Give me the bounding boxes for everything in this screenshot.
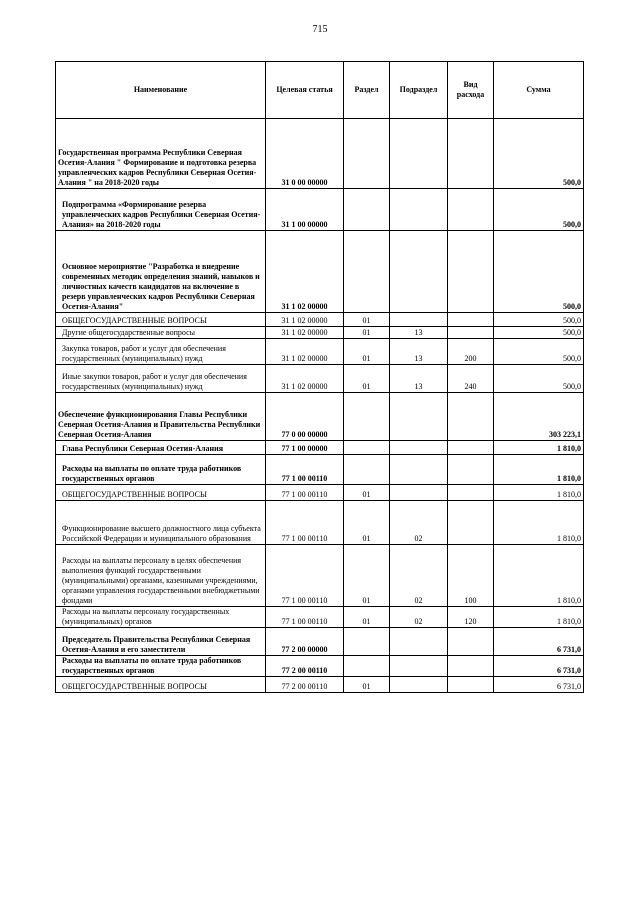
- header-name: Наименование: [56, 62, 266, 119]
- cell-target: 77 0 00 00000: [266, 393, 344, 441]
- cell-section: 01: [344, 313, 390, 327]
- cell-name: Расходы на выплаты персоналу государственных (муниципальных) органов: [56, 607, 266, 628]
- cell-name: Основное мероприятие "Разработка и внедрение современных методик определения знаний, навыков и личностных качеств кандидатов на включение в резерв управленческих кадров Республики Северная Осетия-Алания": [56, 231, 266, 313]
- header-subsection: Подраздел: [390, 62, 448, 119]
- cell-target: 31 1 02 00000: [266, 313, 344, 327]
- table-body: [56, 119, 584, 693]
- cell-subsection: [390, 313, 448, 327]
- cell-subsection: [390, 628, 448, 656]
- cell-sum: 500,0: [494, 327, 584, 339]
- cell-sum: 500,0: [494, 313, 584, 327]
- cell-section: [344, 119, 390, 189]
- table-row: [56, 628, 584, 656]
- cell-subsection: 13: [390, 365, 448, 393]
- cell-target: 77 2 00 00000: [266, 628, 344, 656]
- cell-target: 77 1 00 00110: [266, 455, 344, 485]
- cell-kind: [448, 313, 494, 327]
- cell-subsection: 02: [390, 545, 448, 607]
- cell-subsection: [390, 231, 448, 313]
- cell-subsection: [390, 677, 448, 693]
- cell-subsection: 02: [390, 607, 448, 628]
- cell-name: Расходы на выплаты персоналу в целях обеспечения выполнения функций государственными (муниципальными) органами, казенными учреждениями, органами управления государственными внебюджетными фондами: [56, 545, 266, 607]
- cell-sum: 1 810,0: [494, 545, 584, 607]
- cell-section: [344, 231, 390, 313]
- cell-subsection: [390, 119, 448, 189]
- table-row: [56, 365, 584, 393]
- cell-section: 01: [344, 339, 390, 365]
- cell-subsection: 02: [390, 501, 448, 545]
- cell-name: Государственная программа Республики Северная Осетия-Алания " Формирование и подготовка резерва управленческих кадров Республики Северная Осетия-Алания " на 2018-2020 годы: [56, 119, 266, 189]
- table-row: [56, 393, 584, 441]
- cell-name: Функционирование высшего должностного лица субъекта Российской Федерации и муниципального образования: [56, 501, 266, 545]
- cell-sum: 1 810,0: [494, 485, 584, 501]
- table-row: [56, 441, 584, 455]
- cell-kind: [448, 393, 494, 441]
- cell-target: 31 1 02 00000: [266, 231, 344, 313]
- table-row: [56, 339, 584, 365]
- cell-sum: 500,0: [494, 231, 584, 313]
- cell-kind: 240: [448, 365, 494, 393]
- cell-kind: [448, 485, 494, 501]
- cell-sum: 1 810,0: [494, 607, 584, 628]
- table-row: [56, 545, 584, 607]
- cell-subsection: [390, 441, 448, 455]
- cell-sum: 500,0: [494, 339, 584, 365]
- cell-section: 01: [344, 677, 390, 693]
- table-row: [56, 485, 584, 501]
- cell-kind: [448, 119, 494, 189]
- cell-target: 31 1 02 00000: [266, 339, 344, 365]
- cell-section: 01: [344, 607, 390, 628]
- header-kind: Вид расхода: [448, 62, 494, 119]
- table-row: [56, 189, 584, 231]
- cell-name: ОБЩЕГОСУДАРСТВЕННЫЕ ВОПРОСЫ: [56, 677, 266, 693]
- cell-section: 01: [344, 327, 390, 339]
- cell-target: 77 1 00 00110: [266, 501, 344, 545]
- cell-kind: [448, 455, 494, 485]
- cell-sum: 500,0: [494, 189, 584, 231]
- cell-kind: [448, 441, 494, 455]
- cell-target: 77 1 00 00110: [266, 485, 344, 501]
- cell-sum: 500,0: [494, 119, 584, 189]
- table-row: [56, 501, 584, 545]
- cell-subsection: [390, 485, 448, 501]
- cell-name: Глава Республики Северная Осетия-Алания: [56, 441, 266, 455]
- table-row: [56, 119, 584, 189]
- cell-target: 31 1 02 00000: [266, 365, 344, 393]
- cell-section: 01: [344, 501, 390, 545]
- header-section: Раздел: [344, 62, 390, 119]
- cell-name: Расходы на выплаты по оплате труда работников государственных органов: [56, 455, 266, 485]
- table-header-row: [56, 62, 584, 119]
- cell-kind: [448, 656, 494, 677]
- cell-target: 31 1 02 00000: [266, 327, 344, 339]
- cell-kind: 100: [448, 545, 494, 607]
- cell-subsection: [390, 189, 448, 231]
- cell-name: ОБЩЕГОСУДАРСТВЕННЫЕ ВОПРОСЫ: [56, 485, 266, 501]
- cell-name: Расходы на выплаты по оплате труда работников государственных органов: [56, 656, 266, 677]
- cell-section: [344, 393, 390, 441]
- cell-sum: 1 810,0: [494, 441, 584, 455]
- cell-name: Обеспечение функционирования Главы Республики Северная Осетия-Алания и Правительства Республики Северная Осетия-Алания: [56, 393, 266, 441]
- cell-section: [344, 441, 390, 455]
- header-sum: Сумма: [494, 62, 584, 119]
- cell-subsection: 13: [390, 339, 448, 365]
- cell-section: [344, 656, 390, 677]
- cell-sum: 500,0: [494, 365, 584, 393]
- cell-section: 01: [344, 545, 390, 607]
- cell-sum: 6 731,0: [494, 628, 584, 656]
- cell-target: 77 2 00 00110: [266, 677, 344, 693]
- cell-name: Подпрограмма «Формирование резерва управленческих кадров Республики Северная Осетия-Алания» на 2018-2020 годы: [56, 189, 266, 231]
- table-row: [56, 607, 584, 628]
- table-row: [56, 231, 584, 313]
- cell-name: Председатель Правительства Республики Северная Осетия-Алания и его заместители: [56, 628, 266, 656]
- header-target: Целевая статья: [266, 62, 344, 119]
- cell-section: [344, 455, 390, 485]
- cell-section: [344, 628, 390, 656]
- cell-name: Другие общегосударственные вопросы: [56, 327, 266, 339]
- cell-kind: [448, 628, 494, 656]
- cell-kind: 120: [448, 607, 494, 628]
- cell-kind: 200: [448, 339, 494, 365]
- cell-target: 77 2 00 00110: [266, 656, 344, 677]
- table-row: [56, 313, 584, 327]
- cell-name: Иные закупки товаров, работ и услуг для обеспечения государственных (муниципальных) нужд: [56, 365, 266, 393]
- cell-kind: [448, 189, 494, 231]
- cell-target: 77 1 00 00000: [266, 441, 344, 455]
- cell-kind: [448, 327, 494, 339]
- table-row: [56, 656, 584, 677]
- table-row: [56, 327, 584, 339]
- cell-target: 31 1 00 00000: [266, 189, 344, 231]
- page-number: 715: [312, 24, 328, 35]
- cell-sum: 6 731,0: [494, 656, 584, 677]
- cell-section: 01: [344, 365, 390, 393]
- cell-sum: 1 810,0: [494, 501, 584, 545]
- table-row: [56, 455, 584, 485]
- cell-section: [344, 189, 390, 231]
- cell-sum: 6 731,0: [494, 677, 584, 693]
- cell-sum: 303 223,1: [494, 393, 584, 441]
- cell-name: ОБЩЕГОСУДАРСТВЕННЫЕ ВОПРОСЫ: [56, 313, 266, 327]
- cell-subsection: [390, 393, 448, 441]
- cell-target: 77 1 00 00110: [266, 607, 344, 628]
- cell-kind: [448, 677, 494, 693]
- cell-section: 01: [344, 485, 390, 501]
- budget-table: [55, 61, 584, 693]
- table-row: [56, 677, 584, 693]
- cell-subsection: 13: [390, 327, 448, 339]
- cell-target: 31 0 00 00000: [266, 119, 344, 189]
- cell-sum: 1 810,0: [494, 455, 584, 485]
- cell-subsection: [390, 455, 448, 485]
- cell-kind: [448, 501, 494, 545]
- cell-target: 77 1 00 00110: [266, 545, 344, 607]
- cell-kind: [448, 231, 494, 313]
- cell-subsection: [390, 656, 448, 677]
- cell-name: Закупка товаров, работ и услуг для обеспечения государственных (муниципальных) нужд: [56, 339, 266, 365]
